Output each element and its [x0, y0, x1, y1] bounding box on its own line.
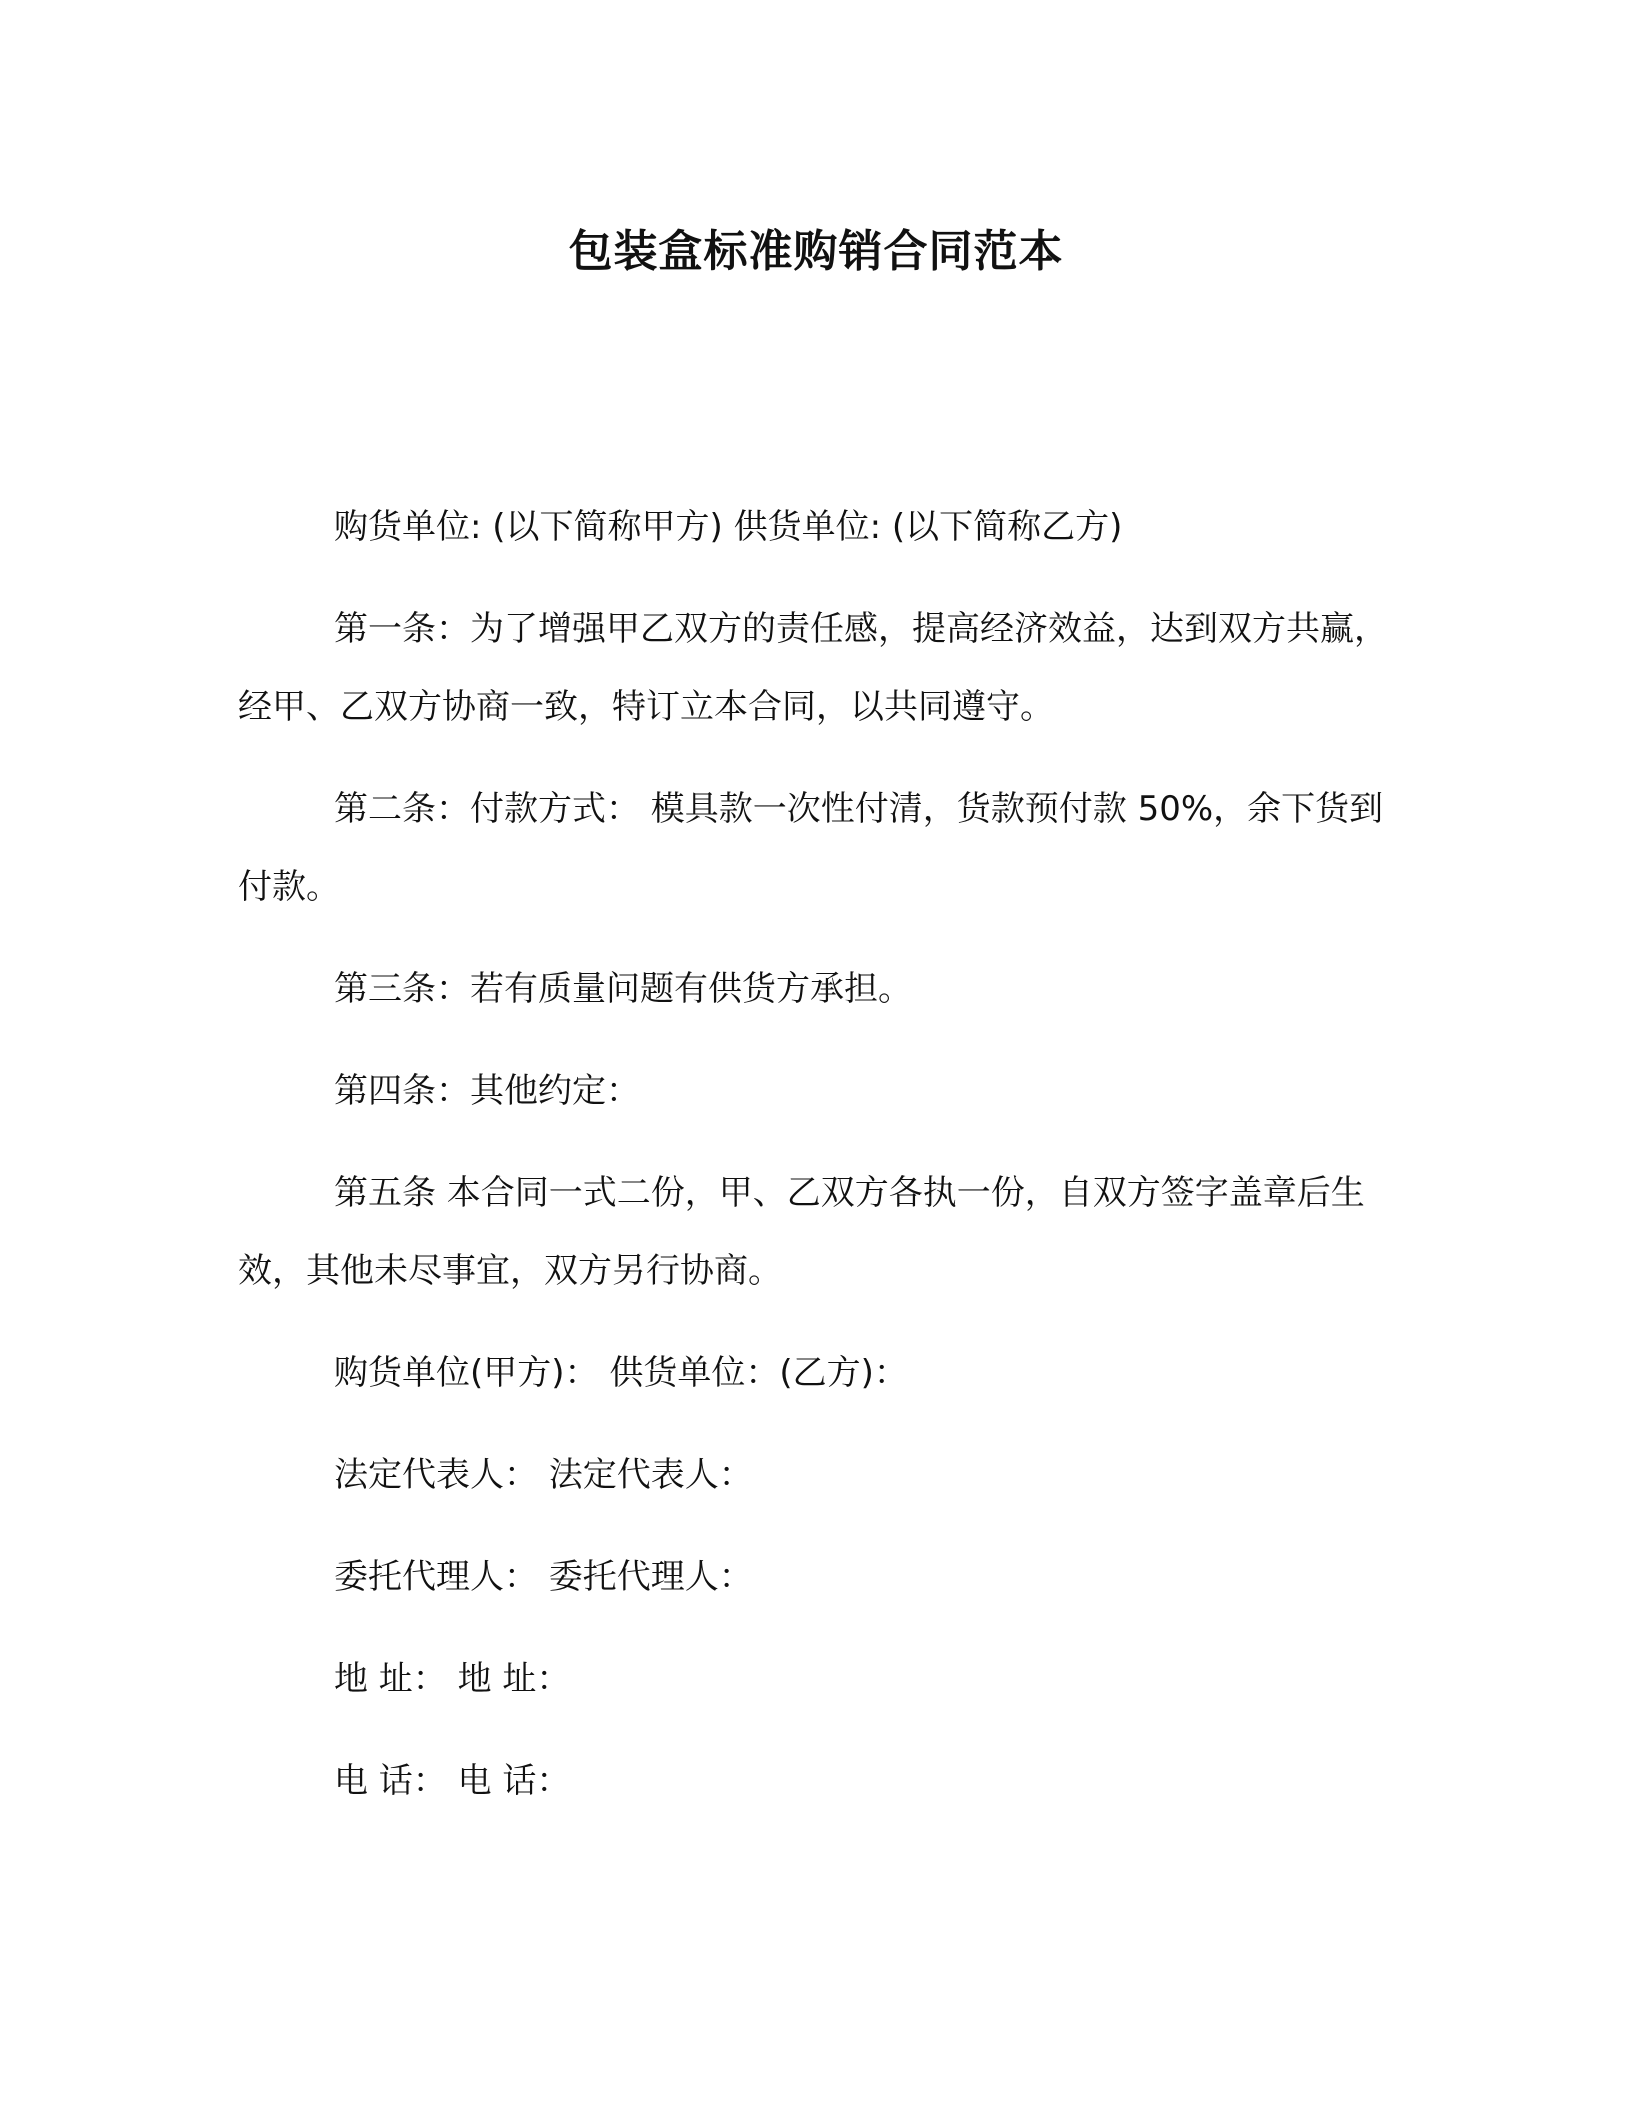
clause-3: 第三条：若有质量问题有供货方承担。: [334, 969, 912, 1009]
signature-parties: 购货单位(甲方)： 供货单位：(乙方)：: [334, 1353, 908, 1393]
document-title: 包装盒标准购销合同范本: [568, 226, 1064, 277]
clause-5: 第五条 本合同一式二份，甲、乙双方各执一份，自双方签字盖章后生效，其他未尽事宜，双方另行协商。: [238, 1173, 1365, 1291]
parties-line: 购货单位: (以下简称甲方) 供货单位: (以下简称乙方): [334, 507, 1123, 547]
document-body: [238, 488, 1388, 1844]
signature-legal-rep: 法定代表人： 法定代表人：: [334, 1455, 753, 1495]
clause-4: 第四条：其他约定：: [334, 1071, 640, 1111]
clause-1: 第一条：为了增强甲乙双方的责任感，提高经济效益，达到双方共赢，经甲、乙双方协商一致，特订立本合同，以共同遵守。: [238, 609, 1388, 727]
signature-phone: 电 话： 电 话：: [334, 1761, 571, 1801]
signature-agent: 委托代理人： 委托代理人：: [334, 1557, 753, 1597]
signature-address: 地 址： 地 址：: [334, 1659, 571, 1699]
clause-2: 第二条：付款方式： 模具款一次性付清，货款预付款 50%，余下货到付款。: [238, 789, 1384, 907]
